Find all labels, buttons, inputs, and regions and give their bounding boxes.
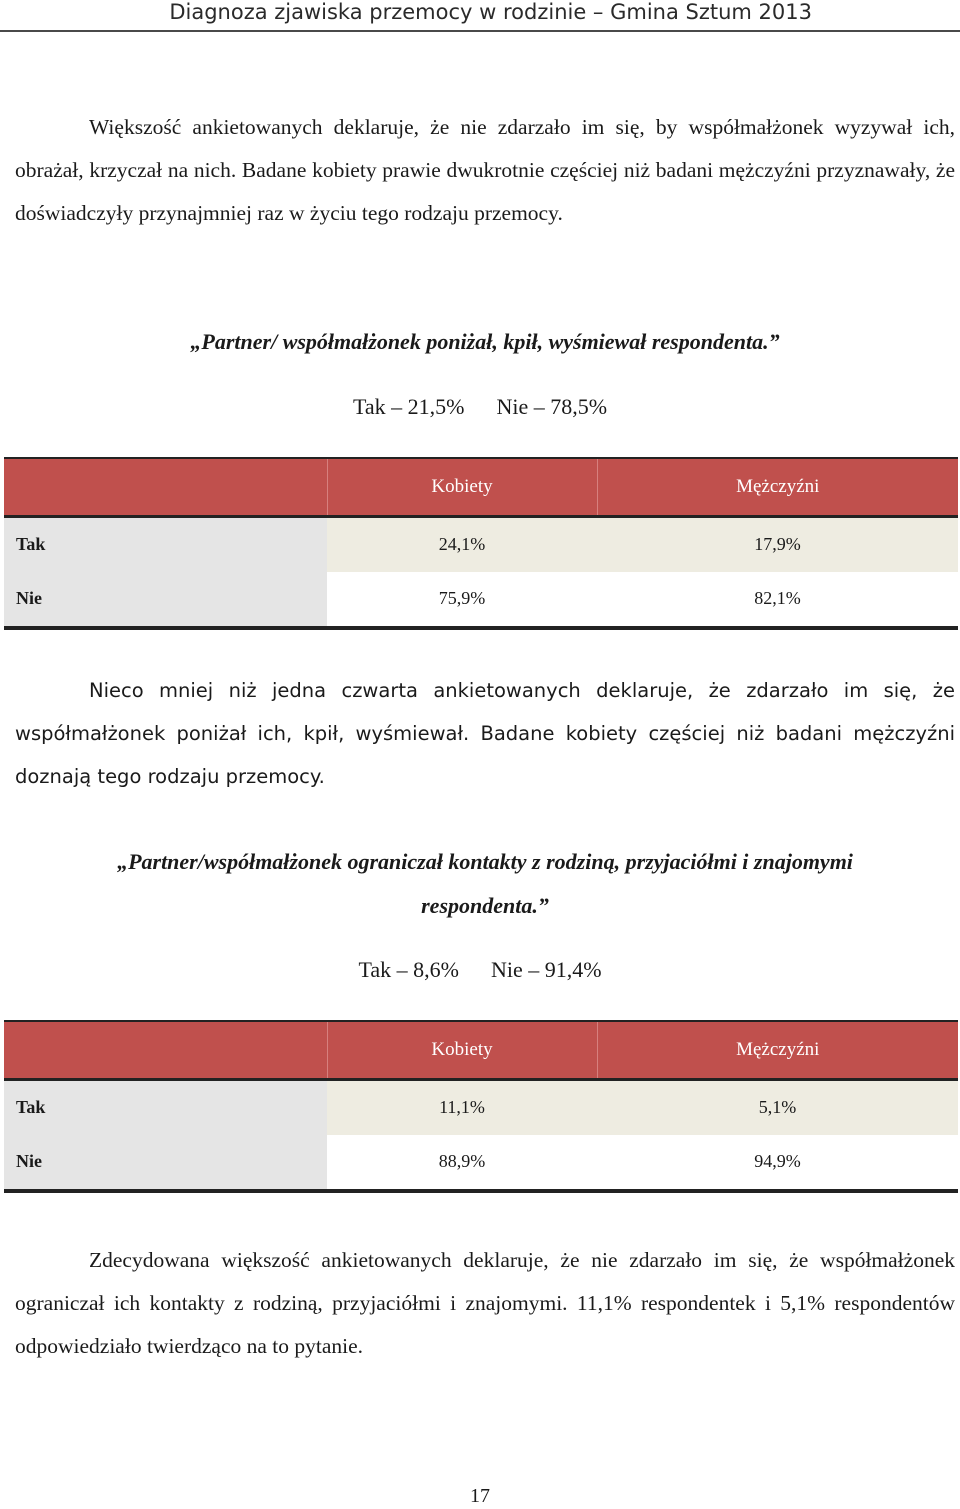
- row-label: Nie: [4, 1135, 327, 1191]
- page-number: 17: [470, 1485, 490, 1507]
- section-2-summary-yes: Tak – 8,6%: [358, 957, 459, 982]
- paragraph-3: Zdecydowana większość ankietowanych deklaruje, że nie zdarzało im się, że współmałżonek ograniczał ich kontakty z rodziną, przyjaciółmi i znajomymi. 11,1% respondentek i 5,1% respondentów odpowiedziało twierdząco na to pytanie.: [15, 1248, 955, 1358]
- header-rule: [0, 30, 960, 32]
- section-2-table: [4, 1020, 958, 1193]
- table-row: [4, 1135, 958, 1191]
- table-cell: 82,1%: [597, 572, 958, 628]
- running-header: [0, 0, 960, 28]
- paragraph-2: Nieco mniej niż jedna czwarta ankietowanych deklaruje, że zdarzało im się, że współmałżonek poniżał ich, kpił, wyśmiewał. Badane kobiety częściej niż badani mężczyźni doznają tego rodzaju przemocy.: [15, 679, 955, 788]
- section-1-summary: [0, 392, 960, 422]
- section-2-summary: [0, 955, 960, 985]
- table-cell: 17,9%: [597, 516, 958, 572]
- row-label: Nie: [4, 572, 327, 628]
- column-header-mezczyzni: Mężczyźni: [597, 1021, 958, 1079]
- table-row: [4, 572, 958, 628]
- table-row: [4, 1079, 958, 1135]
- table-cell: 24,1%: [327, 516, 597, 572]
- table-cell: 88,9%: [327, 1135, 597, 1191]
- table-cell: 75,9%: [327, 572, 597, 628]
- paragraph-1: Większość ankietowanych deklaruje, że nie zdarzało im się, by współmałżonek wyzywał ich, obrażał, krzyczał na nich. Badane kobiety prawie dwukrotnie częściej niż badani mężczyźni przyznawały, że doświadczyły przynajmniej raz w życiu tego rodzaju przemocy.: [15, 115, 955, 225]
- table-header-row: [4, 1021, 958, 1079]
- row-label: Tak: [4, 1079, 327, 1135]
- table-cell: 94,9%: [597, 1135, 958, 1191]
- section-1-summary-yes: Tak – 21,5%: [352, 394, 465, 419]
- table-cell: 11,1%: [327, 1079, 597, 1135]
- running-header-title: Diagnoza zjawiska przemocy w rodzinie – Gmina Sztum 2013: [169, 0, 812, 24]
- section-1-heading: „Partner/ współmałżonek poniżał, kpił, wyśmiewał respondenta.”: [190, 329, 780, 354]
- section-1-table: [4, 457, 958, 630]
- column-header-mezczyzni: Mężczyźni: [597, 458, 958, 516]
- column-header-kobiety: Kobiety: [327, 1021, 597, 1079]
- table-cell: 5,1%: [597, 1079, 958, 1135]
- section-2-summary-no: Nie – 91,4%: [490, 957, 602, 982]
- column-header-kobiety: Kobiety: [327, 458, 597, 516]
- section-1-summary-no: Nie – 78,5%: [496, 394, 608, 419]
- table-row: [4, 516, 958, 572]
- table-header-row: [4, 458, 958, 516]
- section-2-heading: „Partner/współmałżonek ograniczał kontakty z rodziną, przyjaciółmi i znajomymi respondenta.”: [117, 849, 853, 918]
- row-label: Tak: [4, 516, 327, 572]
